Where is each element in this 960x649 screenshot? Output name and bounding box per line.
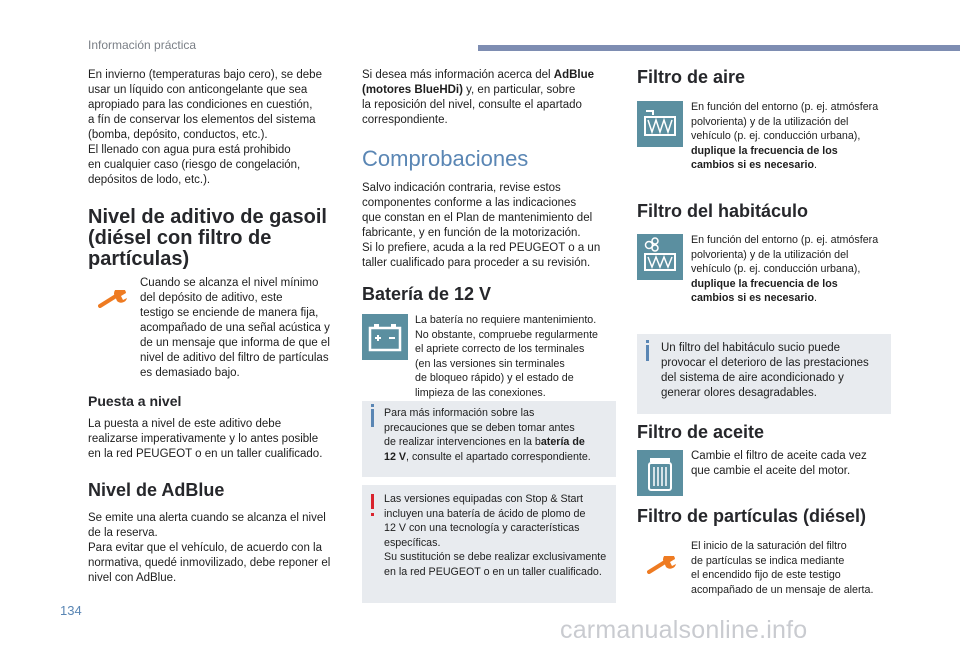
battery-icon xyxy=(362,314,408,360)
air-filter-period: . xyxy=(813,159,817,171)
air-filter-text-plain: En función del entorno (p. ej. atmósfera polvorienta) y de la utilización del vehículo (p. ej. conducción urbana), xyxy=(691,101,879,142)
adblue-more-bold: AdBlue (motores BlueHDi) xyxy=(362,69,595,96)
air-filter-icon xyxy=(637,101,683,147)
info-icon xyxy=(371,409,374,427)
oil-filter-heading: Filtro de aceite xyxy=(637,422,765,442)
watermark: carmanualsonline.info xyxy=(560,616,808,644)
info-icon xyxy=(646,345,649,361)
adblue-heading: Nivel de AdBlue xyxy=(88,480,225,500)
air-filter-text xyxy=(691,100,901,173)
cabin-info-box xyxy=(637,334,891,414)
battery-info-box xyxy=(362,401,616,477)
dpf-heading: Filtro de partículas (diésel) xyxy=(637,506,867,526)
additive-text: Cuando se alcanza el nivel mínimo del depósito de aditivo, este testigo se enciende de manera fija, acompañado de una señal acústica y de un mensaje que informa de que el nivel de aditivo del filtro de partículas es demasiado bajo. xyxy=(140,277,330,379)
adblue-text: Se emite una alerta cuando se alcanza el nivel de la reserva. Para evitar que el vehículo, de acuerdo con la normativa, quedé inmovilizado, debe reponer el nivel con AdBlue. xyxy=(88,512,331,584)
cabin-filter-heading: Filtro del habitáculo xyxy=(637,201,809,221)
header-bar xyxy=(478,45,960,51)
cabin-filter-text-bold: duplique la frecuencia de los cambios si es necesario xyxy=(691,277,838,304)
air-filter-text-bold: duplique la frecuencia de los cambios si es necesario xyxy=(691,144,838,171)
air-filter-heading: Filtro de aire xyxy=(637,67,746,87)
reset-heading: Puesta a nivel xyxy=(88,393,182,409)
cabin-filter-text xyxy=(691,233,901,306)
coolant-intro: En invierno (temperaturas bajo cero), se debe usar un líquido con anticongelante que sea apropiado para las condiciones en cuestión, a fín de conservar los elementos del sistema (bomba, depósito, conductos, etc.). El llenado con agua pura está prohibido en cualquier caso (riesgo de congelación, depósitos de lodo, etc.). xyxy=(88,69,322,186)
battery-warning-text: Las versiones equipadas con Stop & Start incluyen una batería de ácido de plomo de 12 V con una tecnología y características específicas. Su sustitución se debe realizar exclusivamente en la red PEUGEOT o en un taller cualificado. xyxy=(384,493,607,578)
additive-heading: Nivel de aditivo de gasoil (diésel con filtro de partículas) xyxy=(88,206,327,270)
battery-info-pre: Para más información sobre las precauciones que se deben tomar antes de realizar intervenciones en la b xyxy=(384,407,575,448)
battery-info-bold: atería de 12 V xyxy=(384,436,585,463)
wrench-icon xyxy=(98,290,130,308)
battery-info-post: , consulte el apartado correspondiente. xyxy=(406,450,591,463)
cabin-filter-icon xyxy=(637,234,683,280)
oil-filter-text: Cambie el filtro de aceite cada vez que cambie el aceite del motor. xyxy=(691,450,867,477)
battery-info-text xyxy=(384,406,614,464)
adblue-more-pre: Si desea más información acerca del xyxy=(362,69,554,81)
battery-heading: Batería de 12 V xyxy=(362,284,492,304)
adblue-more-info xyxy=(362,68,612,128)
checks-heading: Comprobaciones xyxy=(362,146,529,171)
wrench-icon xyxy=(647,556,679,574)
dpf-text: El inicio de la saturación del filtro de partículas se indica mediante el encendido fijo de este testigo acompañado de un mensaje de alerta. xyxy=(691,540,874,596)
page-number: 134 xyxy=(60,603,82,618)
adblue-more-post: y, en particular, sobre la reposición del nivel, consulte el apartado correspondiente. xyxy=(362,84,582,126)
battery-warning-box xyxy=(362,485,616,603)
cabin-filter-text-plain: En función del entorno (p. ej. atmósfera polvorienta) y de la utilización del vehículo (p. ej. conducción urbana), xyxy=(691,234,879,275)
cabin-filter-period: . xyxy=(813,292,817,304)
battery-text: La batería no requiere mantenimiento. No obstante, compruebe regularmente el apriete correcto de los terminales (en las versiones sin terminales de bloqueo rápido) y el estado de limpieza de las conexiones. xyxy=(415,314,598,399)
warning-icon xyxy=(371,494,374,509)
checks-text: Salvo indicación contraria, revise estos componentes conforme a las indicaciones que constan en el Plan de mantenimiento del fabricante, y en función de la motorización. Si lo prefiere, acuda a la red PEUGEOT o a un taller cualificado para proceder a su revisión. xyxy=(362,182,601,269)
reset-text: La puesta a nivel de este aditivo debe realizarse imperativamente y lo antes posible en la red PEUGEOT o en un taller cualificado. xyxy=(88,418,323,460)
oil-filter-icon xyxy=(637,450,683,496)
cabin-info-text: Un filtro del habitáculo sucio puede provocar el deterioro de las prestaciones del sistema de aire acondicionado y generar olores desagradables. xyxy=(661,342,869,399)
section-title: Información práctica xyxy=(88,38,197,52)
